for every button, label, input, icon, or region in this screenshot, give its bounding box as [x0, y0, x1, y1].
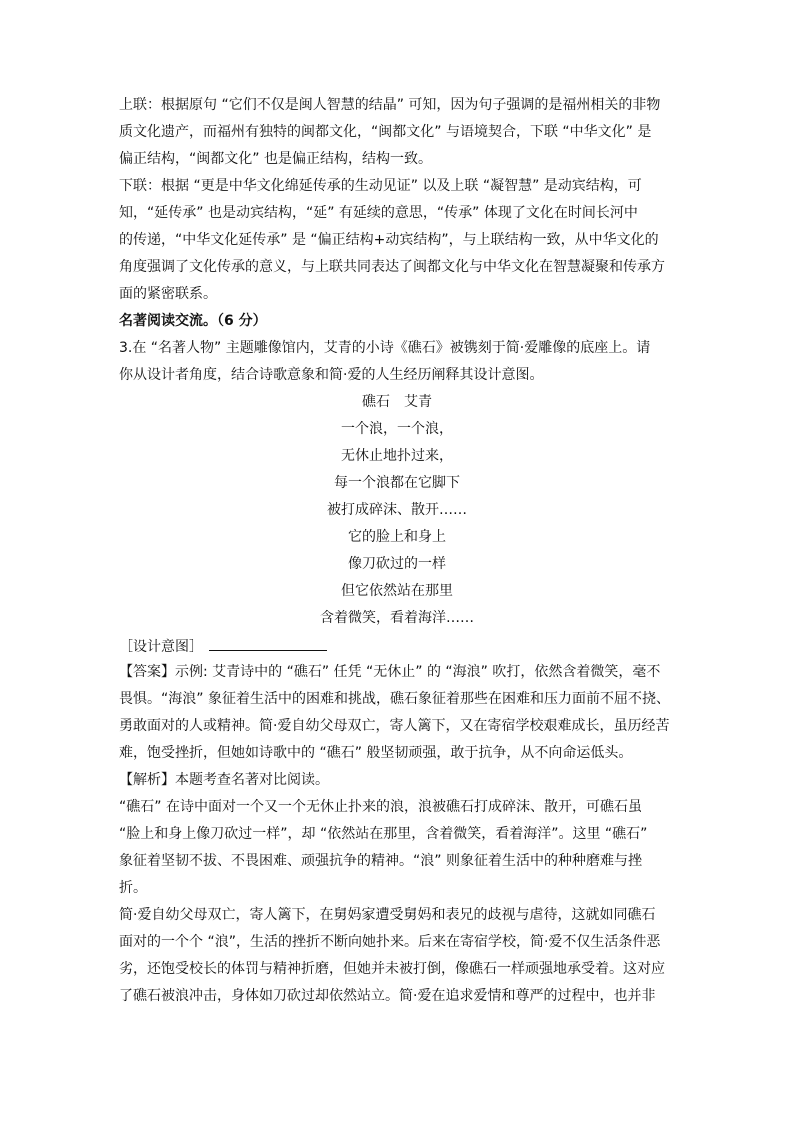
lower-couplet-line-2: 知，“延传承” 也是动宾结构，“延” 有延续的意思，“传承” 体现了文化在时间长河中 [119, 205, 638, 221]
section-title: 名著阅读交流。（6 分） [119, 313, 267, 329]
question-line-1: 3.在 “名著人物” 主题雕像馆内，艾青的小诗《礁石》被镌刻于简·爱雕像的底座上。请 [119, 340, 651, 356]
analysis-line-9: 了礁石被浪冲击，身体如刀砍过却依然站立。简·爱在追求爱情和尊严的过程中，也并非 [119, 988, 656, 1004]
poem-line: 每一个浪都在它脚下 [334, 475, 460, 491]
poem-line: 像刀砍过的一样 [348, 556, 446, 572]
lower-couplet-line-3: 的传递，“中华文化延传承” 是 “偏正结构+动宾结构”，与上联结构一致，从中华文化的 [119, 232, 659, 248]
analysis-line-5: 折。 [119, 880, 147, 896]
answer-blank[interactable] [209, 637, 327, 651]
analysis-line-7: 面对的一个个 “浪”，生活的挫折不断向她扑来。后来在寄宿学校，简·爱不仅生活条件恶 [119, 934, 661, 950]
lower-couplet-line-5: 面的紧密联系。 [119, 286, 217, 302]
analysis-line-3: “脸上和身上像刀砍过一样”，却 “依然站在那里，含着微笑，看着海洋”。这里 “礁石” [119, 826, 648, 842]
poem-line: 一个浪，一个浪， [341, 421, 453, 437]
upper-couplet-line-1: 上联：根据原句 “它们不仅是闽人智慧的结晶” 可知，因为句子强调的是福州相关的非物 [119, 97, 661, 113]
analysis-line-2: “礁石” 在诗中面对一个又一个无休止扑来的浪，浪被礁石打成碎沫、散开，可礁石虽 [119, 799, 642, 815]
upper-couplet-line-2: 质文化遗产，而福州有独特的闽都文化，“闽都文化” 与语境契合，下联 “中华文化” 是 [119, 124, 652, 140]
lower-couplet-line-4: 角度强调了文化传承的意义，与上联共同表达了闽都文化与中华文化在智慧凝聚和传承方 [119, 259, 665, 275]
answer-line-3: 勇敢面对的人或精神。简·爱自幼父母双亡，寄人篱下，又在寄宿学校艰难成长，虽历经苦 [119, 718, 670, 734]
analysis-line-4: 象征着坚韧不拔、不畏困难、顽强抗争的精神。“浪” 则象征着生活中的种种磨难与挫 [119, 853, 642, 869]
poem-line: 它的脸上和身上 [348, 529, 446, 545]
design-intent-label: ［设计意图］ [119, 639, 203, 655]
answer-line-1: 【答案】示例: 艾青诗中的 “礁石” 任凭 “无休止” 的 “海浪” 吹打，依然含着微笑，毫不 [119, 664, 661, 680]
answer-line-4: 难，饱受挫折，但她如诗歌中的 “礁石” 般坚韧顽强，敢于抗争，从不向命运低头。 [119, 745, 633, 761]
lower-couplet-line-1: 下联：根据 “更是中华文化绵延传承的生动见证” 以及上联 “凝智慧” 是动宾结构，可 [119, 178, 642, 194]
design-intent-row [119, 637, 679, 655]
analysis-line-6: 简·爱自幼父母双亡，寄人篱下，在舅妈家遭受舅妈和表兄的歧视与虐待，这就如同礁石 [119, 907, 656, 923]
analysis-line-1: 【解析】本题考查名著对比阅读。 [119, 772, 329, 788]
poem-line: 被打成碎沫、散开…… [327, 502, 467, 518]
poem-title: 礁石 艾青 [362, 394, 432, 410]
upper-couplet-line-3: 偏正结构，“闽都文化” 也是偏正结构，结构一致。 [119, 151, 432, 167]
question-line-2: 你从设计者角度，结合诗歌意象和简·爱的人生经历阐释其设计意图。 [119, 367, 544, 383]
poem-line: 但它依然站在那里 [341, 583, 453, 599]
poem-line: 含着微笑，看着海洋…… [320, 610, 474, 626]
poem-line: 无休止地扑过来， [341, 448, 453, 464]
analysis-line-8: 劣，还饱受校长的体罚与精神折磨，但她并未被打倒，像礁石一样顽强地承受着。这对应 [119, 961, 665, 977]
answer-line-2: 畏惧。“海浪” 象征着生活中的困难和挑战，礁石象征着那些在困难和压力面前不屈不挠、 [119, 691, 670, 707]
